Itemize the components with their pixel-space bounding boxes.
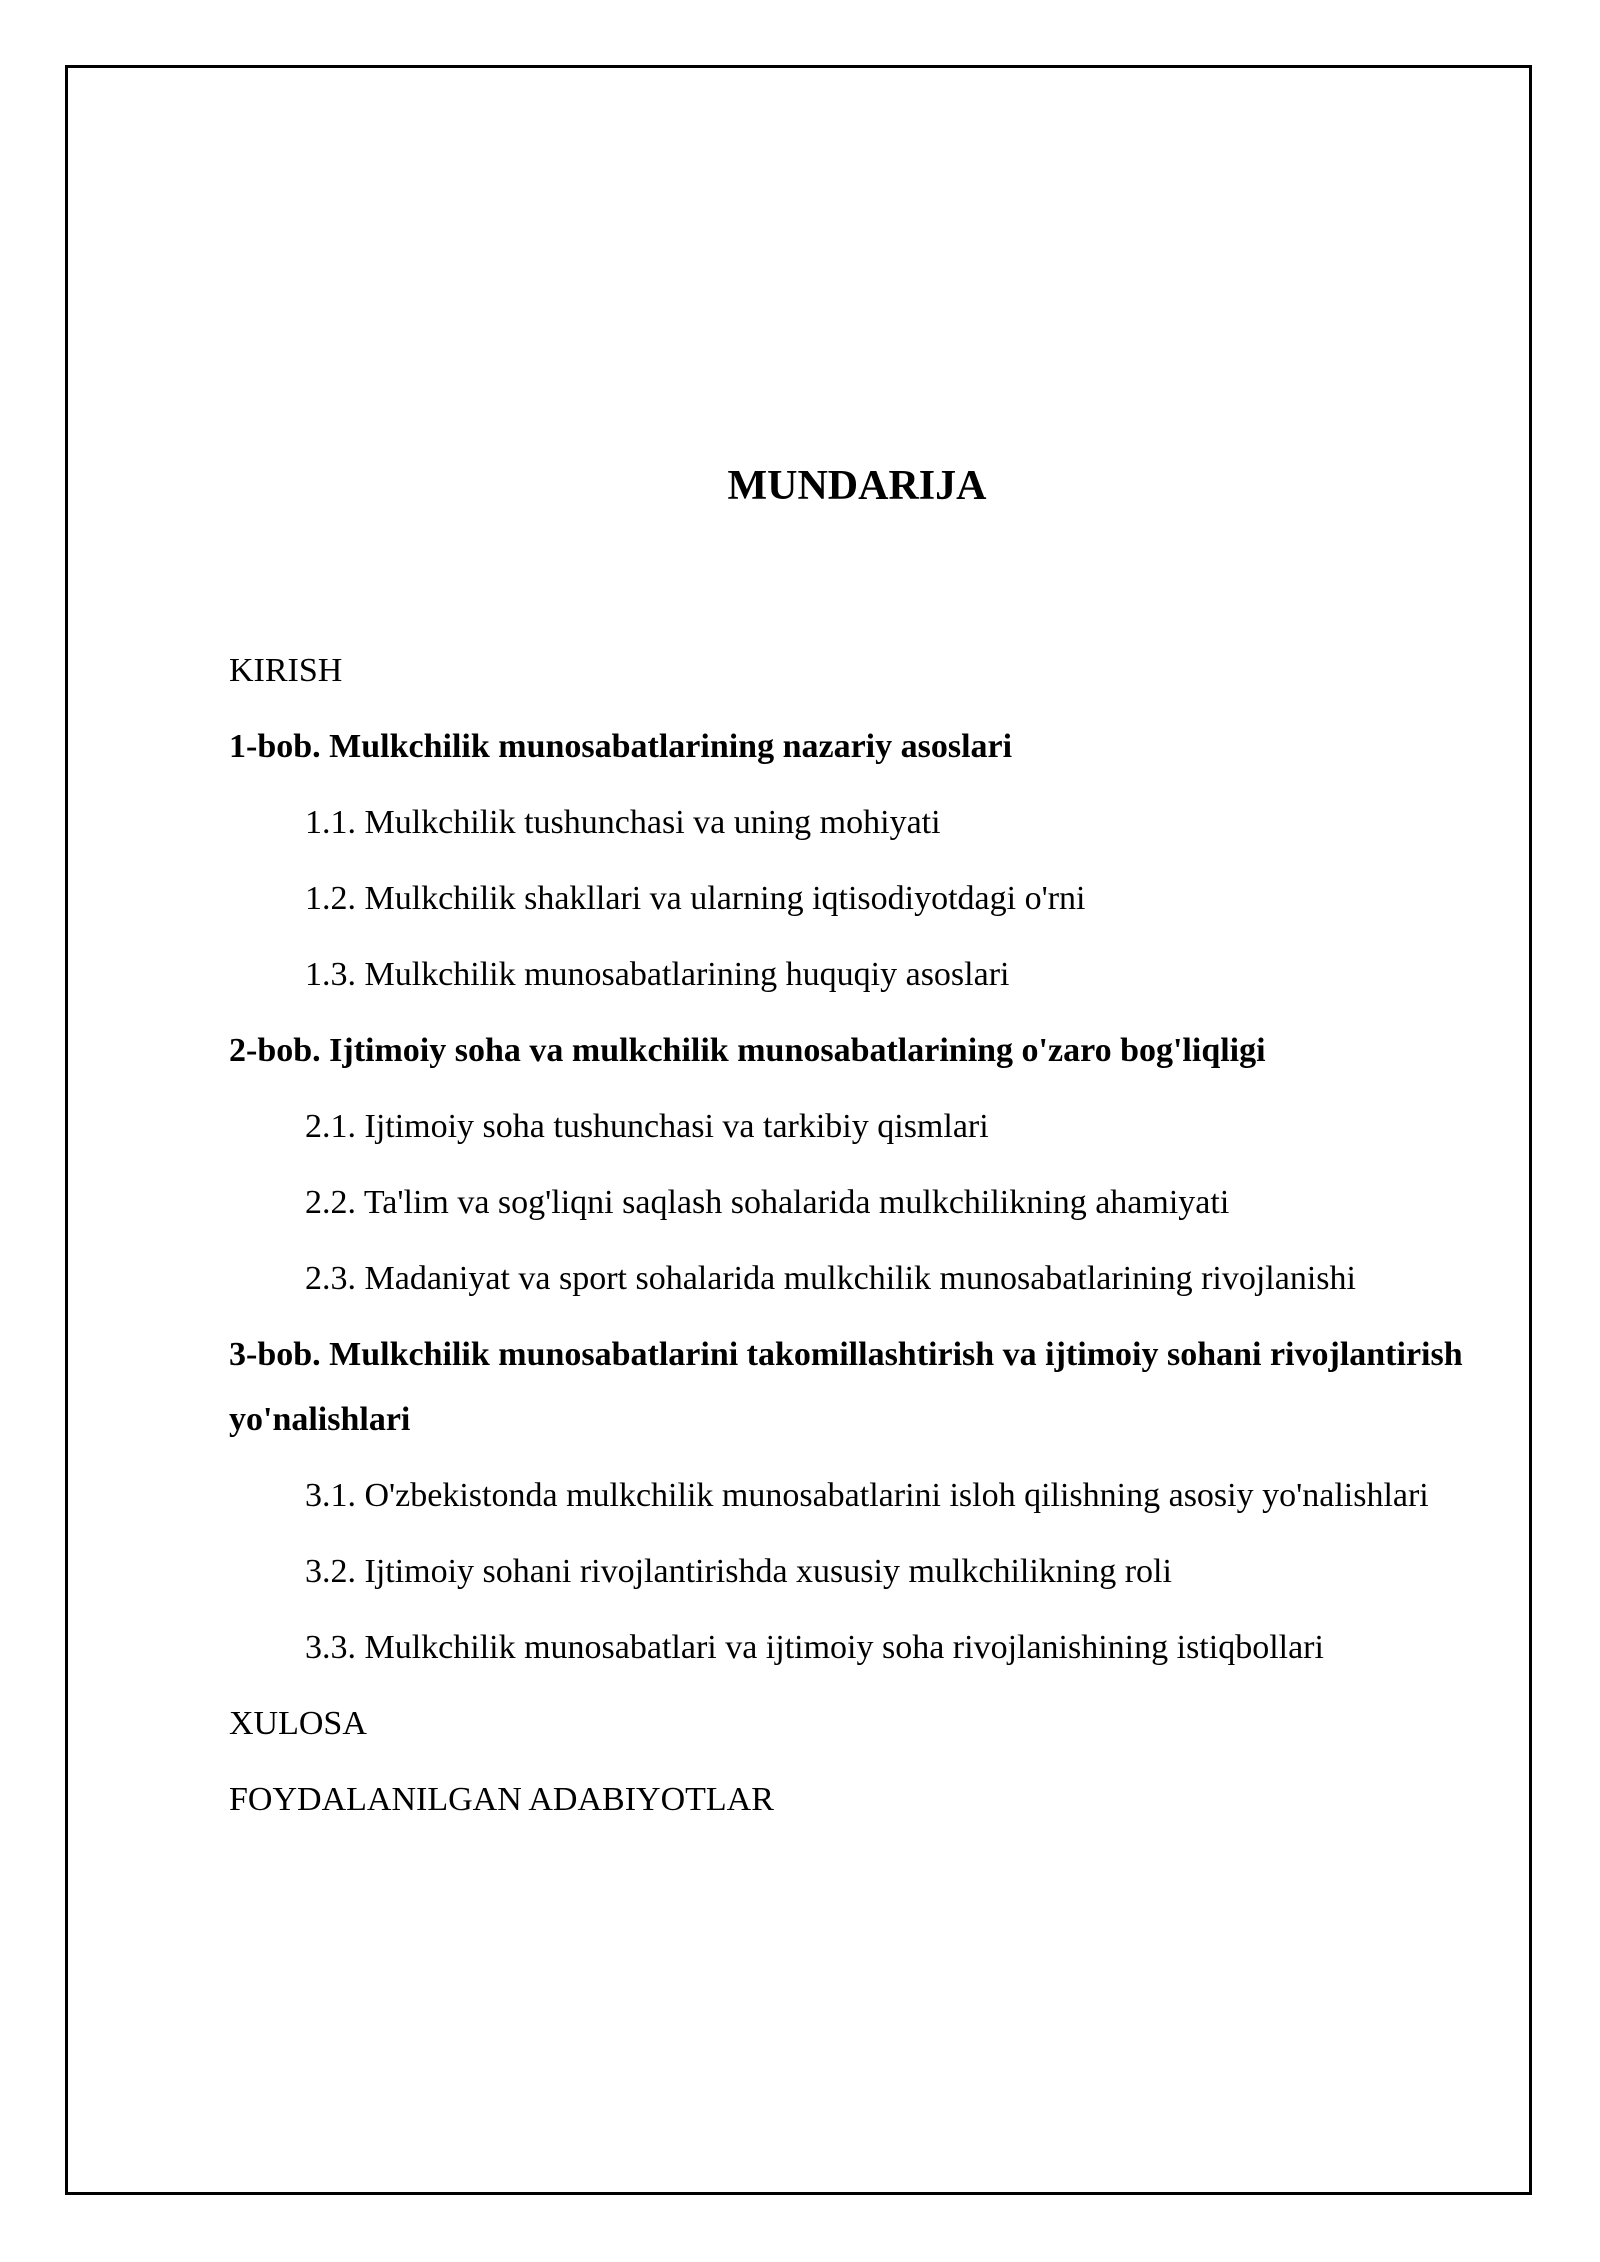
toc-entry-conclusion: XULOSA (229, 1705, 367, 1742)
toc-entry-section-1-2: 1.2. Mulkchilik shakllari va ularning iqtisodiyotdagi o'rni (305, 880, 1086, 917)
toc-entry-section-2-1: 2.1. Ijtimoiy soha tushunchasi va tarkibiy qismlari (305, 1108, 989, 1145)
toc-entry-introduction: KIRISH (229, 652, 343, 689)
toc-entry-chapter-2: 2-bob. Ijtimoiy soha va mulkchilik munosabatlarining o'zaro bog'liqligi (229, 1032, 1266, 1069)
toc-entry-chapter-3: 3-bob. Mulkchilik munosabatlarini takomillashtirish va ijtimoiy sohani rivojlantirish yo'nalishlari (229, 1336, 1463, 1438)
toc-entry-section-1-3: 1.3. Mulkchilik munosabatlarining huquqiy asoslari (305, 956, 1010, 993)
toc-entry-section-3-2: 3.2. Ijtimoiy sohani rivojlantirishda xususiy mulkchilikning roli (305, 1553, 1172, 1590)
toc-entry-section-2-2: 2.2. Ta'lim va sog'liqni saqlash sohalarida mulkchilikning ahamiyati (305, 1184, 1230, 1221)
toc-entry-section-3-1: 3.1. O'zbekistonda mulkchilik munosabatlarini isloh qilishning asosiy yo'nalishlari (305, 1477, 1429, 1514)
toc-entry-chapter-1: 1-bob. Mulkchilik munosabatlarining nazariy asoslari (229, 728, 1013, 765)
page-title: MUNDARIJA (727, 463, 987, 509)
toc-entry-section-2-3: 2.3. Madaniyat va sport sohalarida mulkchilik munosabatlarining rivojlanishi (305, 1260, 1356, 1297)
toc-entry-section-1-1: 1.1. Mulkchilik tushunchasi va uning mohiyati (305, 804, 941, 841)
toc-entry-section-3-3: 3.3. Mulkchilik munosabatlari va ijtimoiy soha rivojlanishining istiqbollari (305, 1629, 1324, 1666)
table-of-contents (229, 638, 1519, 1843)
toc-entry-references: FOYDALANILGAN ADABIYOTLAR (229, 1781, 774, 1818)
